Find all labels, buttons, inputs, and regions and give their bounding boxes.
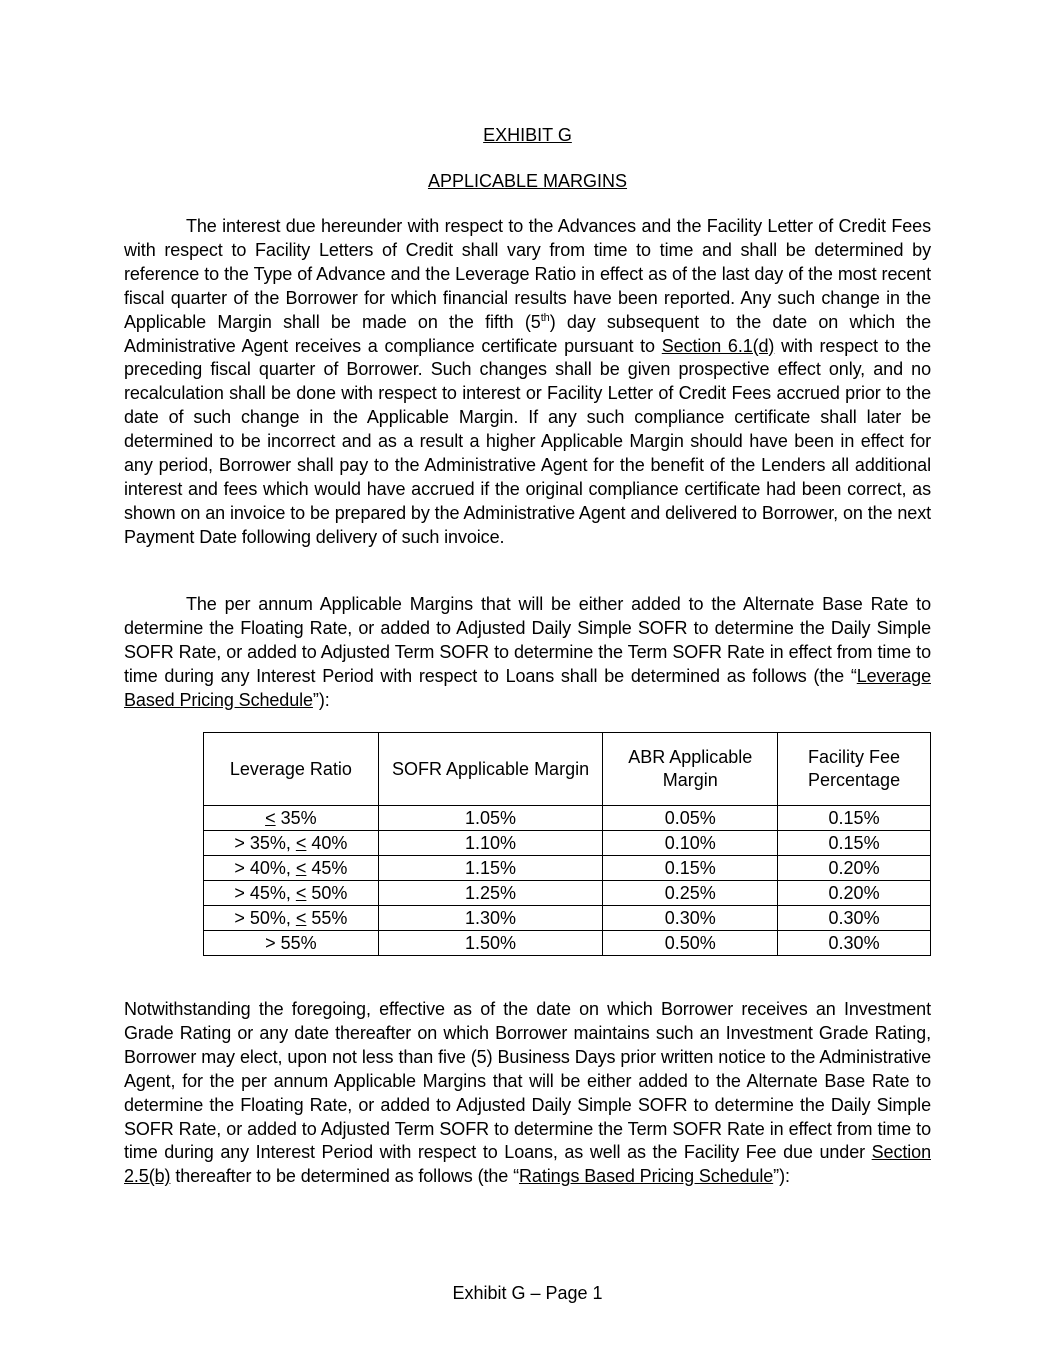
page-footer: Exhibit G – Page 1 [452,1283,603,1303]
leverage-ratio-cell [204,806,379,831]
ratio-value: 50% [306,883,348,903]
defined-term-link[interactable]: Leverage Based Pricing Schedule [124,665,931,710]
table-row [204,856,931,881]
ratio-value: 35% [275,808,317,828]
abr-margin-cell: 0.25% [603,881,778,906]
paragraph-ratings-pricing [124,998,931,1189]
facility-fee-cell: 0.15% [778,806,931,831]
paragraph-text: ”): [773,1166,790,1187]
less-or-equal-symbol: < [295,858,307,878]
paragraph-applicable-margin-terms [124,215,931,550]
exhibit-title: EXHIBIT G [483,125,572,145]
ratio-prefix: > 40%, [234,858,296,878]
table-row [204,831,931,856]
paragraph-text: Notwithstanding the foregoing, effective as of the date on which Borrower receives an Investment Grade Rating or any date thereafter on which Borrower maintains such an Investment Grade Rating, Borrower may elect, upon not less than five (5) Business Days prior written notice to the Administrative Agent, for the per annum Applicable Margins that will be either added to the Alternate Base Rate to determine the Floating Rate, or added to Adjusted Daily Simple SOFR to determine the Daily Simple SOFR Rate, or added to Adjusted Term SOFR to determine the Term SOFR Rate in effect from time to time during any Interest Period with respect to Loans, as well as the Facility Fee due under [124,999,931,1163]
leverage-ratio-cell [204,881,379,906]
leverage-ratio-cell [204,831,379,856]
column-header: Leverage Ratio [204,733,379,806]
ratio-value: 45% [306,858,348,878]
paragraph-text: ) day subsequent to the date on which the Administrative Agent receives a compliance certificate pursuant to [124,311,931,356]
defined-term-link[interactable]: Ratings Based Pricing Schedule [519,1166,774,1187]
paragraph-leverage-pricing [124,593,931,713]
paragraph-text: ”): [312,689,330,710]
paragraph-text: with respect to the preceding fiscal quarter of Borrower. Such changes shall be given prospective effect only, and no recalculation shall be done with respect to interest or Facility Letter of Credit Fees accrued prior to the date of such change in the Applicable Margin. If any such compliance certificate shall later be determined to be incorrect and as a result a higher Applicable Margin should have been in effect for any period, Borrower shall pay to the Administrative Agent for the benefit of the Lenders all additional interest and fees which would have accrued if the original compliance certificate had been correct, as shown on an invoice to be prepared by the Administrative Agent and delivered to Borrower, on the next Payment Date following delivery of such invoice. [124,335,931,547]
ratio-prefix: > 35%, [234,833,296,853]
leverage-ratio-cell [204,906,379,931]
less-or-equal-symbol: < [295,883,307,903]
abr-margin-cell: 0.50% [603,931,778,956]
abr-margin-cell: 0.10% [603,831,778,856]
column-header: Facility Fee Percentage [778,733,931,806]
paragraph-text: The per annum Applicable Margins that will be either added to the Alternate Base Rate to determine the Floating Rate, or added to Adjusted Daily Simple SOFR to determine the Daily Simple SOFR Rate, or added to Adjusted Term SOFR to determine the Term SOFR Rate in effect from time to time during any Interest Period with respect to Loans shall be determined as follows (the “ [124,594,931,686]
section-reference-link[interactable]: Section 6.1(d) [661,335,775,356]
facility-fee-cell: 0.15% [778,831,931,856]
paragraph-text: The interest due hereunder with respect to the Advances and the Facility Letter of Credit Fees with respect to Facility Letters of Credit shall vary from time to time and shall be determined by reference to the Type of Advance and the Leverage Ratio in effect as of the last day of the most recent fiscal quarter of the Borrower for which financial results have been reported. Any such change in the Applicable Margin shall be made on the fifth (5 [124,216,931,332]
sofr-margin-cell: 1.15% [378,856,603,881]
less-or-equal-symbol: < [295,833,307,853]
leverage-ratio-cell [204,931,379,956]
column-header: ABR Applicable Margin [603,733,778,806]
leverage-ratio-cell [204,856,379,881]
sofr-margin-cell: 1.05% [378,806,603,831]
leverage-pricing-table [203,732,931,956]
less-or-equal-symbol: < [295,908,307,928]
table-row [204,881,931,906]
sofr-margin-cell: 1.30% [378,906,603,931]
facility-fee-cell: 0.20% [778,881,931,906]
sofr-margin-cell: 1.50% [378,931,603,956]
ratio-value: 55% [306,908,348,928]
table-row [204,806,931,831]
less-or-equal-symbol: < [265,808,276,828]
table-row [204,931,931,956]
facility-fee-cell: 0.30% [778,906,931,931]
table-header-row [204,733,931,806]
paragraph-text: thereafter to be determined as follows (the “ [170,1166,520,1187]
abr-margin-cell: 0.30% [603,906,778,931]
exhibit-subtitle: APPLICABLE MARGINS [427,171,628,191]
facility-fee-cell: 0.30% [778,931,931,956]
sofr-margin-cell: 1.25% [378,881,603,906]
ratio-prefix: > 45%, [234,883,296,903]
facility-fee-cell: 0.20% [778,856,931,881]
ratio-prefix: > 55% [265,933,317,953]
sofr-margin-cell: 1.10% [378,831,603,856]
abr-margin-cell: 0.05% [603,806,778,831]
abr-margin-cell: 0.15% [603,856,778,881]
ratio-prefix: > 50%, [234,908,296,928]
ratio-value: 40% [306,833,348,853]
column-header: SOFR Applicable Margin [378,733,603,806]
section-reference-link[interactable]: Section 2.5(b) [124,1142,931,1187]
superscript: th [540,311,550,324]
table-row [204,906,931,931]
